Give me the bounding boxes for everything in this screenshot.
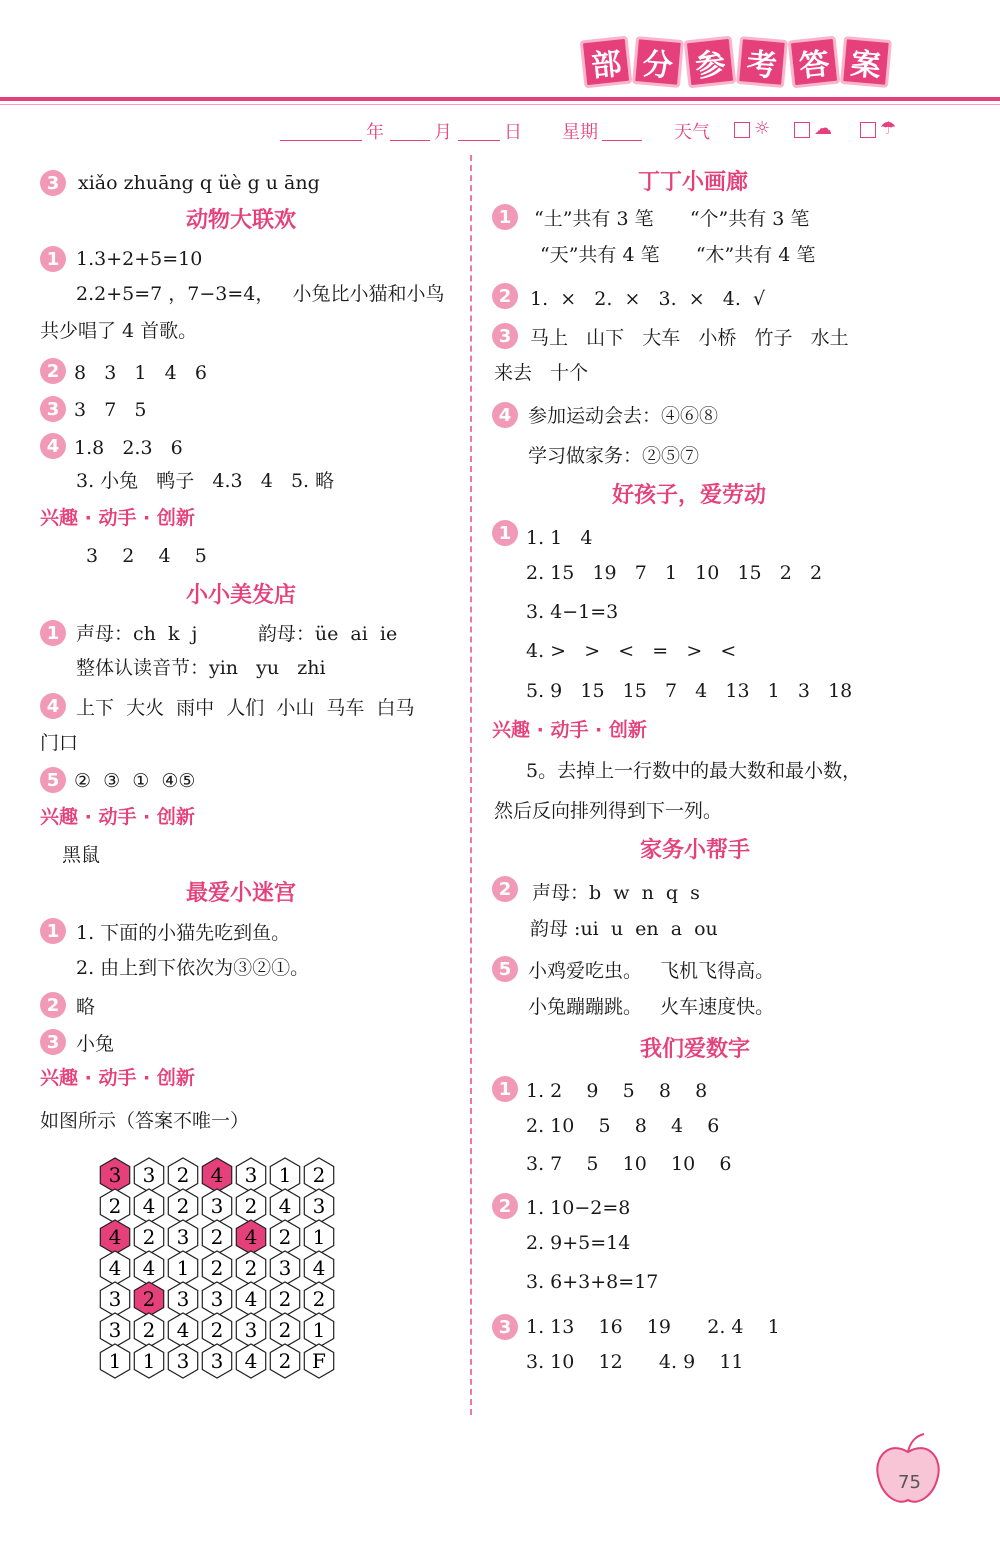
answer-line: 5。去掉上一行数中的最大数和最小数，	[526, 760, 862, 782]
month-label: 月	[434, 122, 452, 143]
maze-cell-value: 3	[176, 1287, 190, 1311]
answer-line: 略	[76, 996, 96, 1018]
banner-char: 参	[684, 36, 737, 89]
subsection-title: 兴趣 · 动手 · 创新	[40, 806, 195, 828]
question-number-badge: 1	[40, 246, 66, 272]
column-divider	[470, 155, 472, 1415]
maze-cell-value: 4	[176, 1318, 190, 1342]
answer-line: 2. 9+5=14	[526, 1232, 631, 1254]
answer-line: 1. 10−2=8	[526, 1197, 631, 1219]
answer-line: 5. 9 15 15 7 4 13 1 3 18	[526, 680, 853, 702]
header-rule-thin	[0, 104, 1000, 105]
day-label: 日	[504, 122, 522, 143]
maze-cell-value: 3	[142, 1163, 156, 1187]
maze-cell-value: 2	[210, 1318, 224, 1342]
subsection-title: 兴趣 · 动手 · 创新	[40, 507, 195, 529]
question-number-badge: 3	[40, 396, 66, 422]
banner-char: 考	[736, 36, 788, 88]
maze-cell-value: 4	[108, 1225, 122, 1249]
sunny-checkbox[interactable]	[734, 122, 750, 138]
answer-line: 2.2+5=7 ，7−3=4， 小兔比小猫和小鸟	[76, 283, 445, 305]
answer-line: 来去 十个	[494, 362, 589, 384]
maze-cell-value: 1	[278, 1163, 292, 1187]
answer-line: 参加运动会去：④⑥⑧	[528, 405, 719, 427]
section-title: 最爱小迷宫	[186, 881, 297, 906]
maze-cell-value: 2	[278, 1287, 292, 1311]
question-number-badge: 2	[40, 358, 66, 384]
maze-cell-value: 3	[278, 1256, 292, 1280]
maze-cell-value: 4	[108, 1256, 122, 1280]
answer-line: “天”共有 4 笔 “木”共有 4 笔	[540, 244, 816, 266]
answer-line: 1.8 2.3 6	[74, 437, 183, 459]
question-number-badge: 4	[492, 402, 518, 428]
maze-cell-value: 2	[244, 1194, 258, 1218]
question-number-badge: 1	[492, 1076, 518, 1102]
answer-line: ② ③ ① ④⑤	[74, 770, 196, 792]
maze-cell-value: 3	[312, 1194, 326, 1218]
maze-cell-value: 3	[176, 1349, 190, 1373]
maze-cell-value: 2	[176, 1163, 190, 1187]
maze-cell-value: 2	[312, 1287, 326, 1311]
rain-cloud-icon: ☂	[880, 118, 897, 139]
weather-label: 天气	[674, 122, 710, 143]
maze-cell-value: 3	[108, 1318, 122, 1342]
answer-line: 4. > > < = > <	[526, 640, 737, 662]
maze-cell-value: 4	[210, 1163, 224, 1187]
header-rule	[0, 97, 1000, 101]
rainy-checkbox[interactable]	[860, 122, 876, 138]
answer-line: 门口	[40, 732, 79, 754]
maze-cell-value: 3	[210, 1194, 224, 1218]
answer-line: 声母：b w n q s	[532, 882, 700, 904]
subsection-title: 兴趣 · 动手 · 创新	[40, 1067, 195, 1089]
question-number-badge: 3	[492, 323, 518, 349]
answer-line: 1. 下面的小猫先吃到鱼。	[76, 922, 291, 944]
answer-line: 黑鼠	[62, 844, 101, 866]
answer-line: 1. × 2. × 3. × 4. √	[530, 288, 766, 310]
maze-cell-value: 3	[108, 1163, 122, 1187]
date-line	[280, 118, 920, 144]
maze-cell-value: 4	[142, 1194, 156, 1218]
question-number-badge: 3	[40, 170, 66, 196]
maze-cell-value: 3	[176, 1225, 190, 1249]
answer-line: 共少唱了 4 首歌。	[40, 320, 198, 342]
week-label: 星期	[562, 122, 598, 143]
subsection-title: 兴趣 · 动手 · 创新	[492, 719, 647, 741]
answer-line: 3. 10 12 4. 9 11	[526, 1351, 744, 1373]
sun-icon: ☼	[754, 118, 771, 139]
banner-char: 案	[840, 36, 892, 88]
answer-line: 2. 15 19 7 1 10 15 2 2	[526, 562, 823, 584]
answer-line: 小兔蹦蹦跳。 火车速度快。	[528, 996, 775, 1018]
maze-cell-value: 1	[176, 1256, 190, 1280]
answer-line: 1. 2 9 5 8 8	[526, 1080, 708, 1102]
maze-cell-value: 1	[312, 1225, 326, 1249]
banner-char: 答	[788, 36, 841, 89]
question-number-badge: 1	[492, 204, 518, 230]
question-number-badge: 2	[492, 1193, 518, 1219]
hex-maze-svg	[95, 1155, 355, 1385]
maze-cell-value: 2	[244, 1256, 258, 1280]
banner-char: 分	[632, 36, 684, 88]
section-title: 小小美发店	[186, 583, 297, 608]
maze-cell-value: 3	[210, 1287, 224, 1311]
answer-line: 马上 山下 大车 小桥 竹子 水土	[530, 327, 849, 349]
cloud-icon: ☁	[814, 118, 832, 139]
maze-cell-value: 4	[142, 1256, 156, 1280]
hex-maze	[95, 1155, 355, 1385]
question-number-badge: 4	[40, 433, 66, 459]
maze-cell-value: 2	[278, 1225, 292, 1249]
maze-cell-value: 3	[210, 1349, 224, 1373]
question-number-badge: 3	[40, 1029, 66, 1055]
maze-cell-value: 2	[142, 1287, 156, 1311]
answer-line: xiǎo zhuāng q üè g u āng	[78, 172, 320, 194]
answer-line: 然后反向排列得到下一列。	[494, 800, 723, 822]
maze-cell-value: 2	[142, 1318, 156, 1342]
answer-line: 小兔	[76, 1033, 115, 1055]
maze-cell-value: 4	[244, 1349, 258, 1373]
maze-cell-value: 4	[312, 1256, 326, 1280]
answer-line: 1.3+2+5=10	[76, 248, 203, 270]
answer-line: 小鸡爱吃虫。 飞机飞得高。	[528, 960, 775, 982]
maze-cell-value: 2	[312, 1163, 326, 1187]
section-title: 家务小帮手	[640, 838, 751, 863]
answer-line: 8 3 1 4 6	[74, 362, 207, 384]
maze-cell-value: 2	[210, 1225, 224, 1249]
answer-line: 学习做家务：②⑤⑦	[528, 445, 700, 467]
question-number-badge: 5	[40, 767, 66, 793]
maze-cell-value: 2	[176, 1194, 190, 1218]
maze-cell-value: 4	[278, 1194, 292, 1218]
maze-cell-value: 2	[278, 1318, 292, 1342]
answer-banner	[582, 38, 890, 90]
maze-cell-value: 1	[108, 1349, 122, 1373]
answer-line: 韵母 :ui u en a ou	[530, 918, 718, 940]
answer-line: 3 7 5	[74, 399, 147, 421]
answer-line: 3. 小兔 鸭子 4.3 4 5. 略	[76, 470, 335, 492]
question-number-badge: 2	[40, 992, 66, 1018]
page-number: 75	[898, 1472, 921, 1493]
answer-line: 2. 由上到下依次为③②①。	[76, 957, 310, 979]
answer-line: 3 2 4 5	[86, 545, 207, 567]
answer-line: 如图所示（答案不唯一）	[40, 1110, 250, 1132]
question-number-badge: 5	[492, 956, 518, 982]
question-number-badge: 3	[492, 1314, 518, 1340]
question-number-badge: 2	[492, 283, 518, 309]
maze-cell-value: 2	[278, 1349, 292, 1373]
maze-cell-value: 2	[142, 1225, 156, 1249]
answer-line: 1. 1 4	[526, 527, 593, 549]
maze-cell-value: F	[312, 1349, 326, 1373]
section-title: 我们爱数字	[640, 1037, 751, 1062]
section-title: 好孩子，爱劳动	[612, 483, 767, 508]
maze-cell-value: 1	[142, 1349, 156, 1373]
answer-line: 3. 4−1=3	[526, 601, 619, 623]
maze-cell-value: 2	[210, 1256, 224, 1280]
answer-line: 上下 大火 雨中 人们 小山 马车 白马	[76, 697, 415, 719]
question-number-badge: 1	[40, 918, 66, 944]
answer-line: 整体认读音节：yin yu zhi	[76, 657, 326, 679]
answer-line: 3. 7 5 10 10 6	[526, 1153, 732, 1175]
maze-cell-value: 3	[108, 1287, 122, 1311]
question-number-badge: 1	[40, 620, 66, 646]
maze-cell-value: 3	[244, 1318, 258, 1342]
question-number-badge: 4	[40, 693, 66, 719]
answer-line: 3. 6+3+8=17	[526, 1271, 659, 1293]
maze-cell-value: 4	[244, 1225, 258, 1249]
section-title: 丁丁小画廊	[638, 170, 749, 195]
maze-cell-value: 4	[244, 1287, 258, 1311]
answer-line: 1. 13 16 19 2. 4 1	[526, 1316, 780, 1338]
answer-line: 声母：ch k j 韵母：üe ai ie	[76, 623, 398, 645]
question-number-badge: 2	[492, 876, 518, 902]
apple-icon	[868, 1430, 948, 1510]
maze-cell-value: 1	[312, 1318, 326, 1342]
answer-line: “土”共有 3 笔 “个”共有 3 笔	[534, 208, 810, 230]
maze-cell-value: 3	[244, 1163, 258, 1187]
question-number-badge: 1	[492, 520, 518, 546]
section-title: 动物大联欢	[186, 208, 297, 233]
maze-cell-value: 2	[108, 1194, 122, 1218]
answer-line: 2. 10 5 8 4 6	[526, 1115, 720, 1137]
cloudy-checkbox[interactable]	[794, 122, 810, 138]
banner-char: 部	[580, 36, 633, 89]
year-label: 年	[366, 122, 384, 143]
